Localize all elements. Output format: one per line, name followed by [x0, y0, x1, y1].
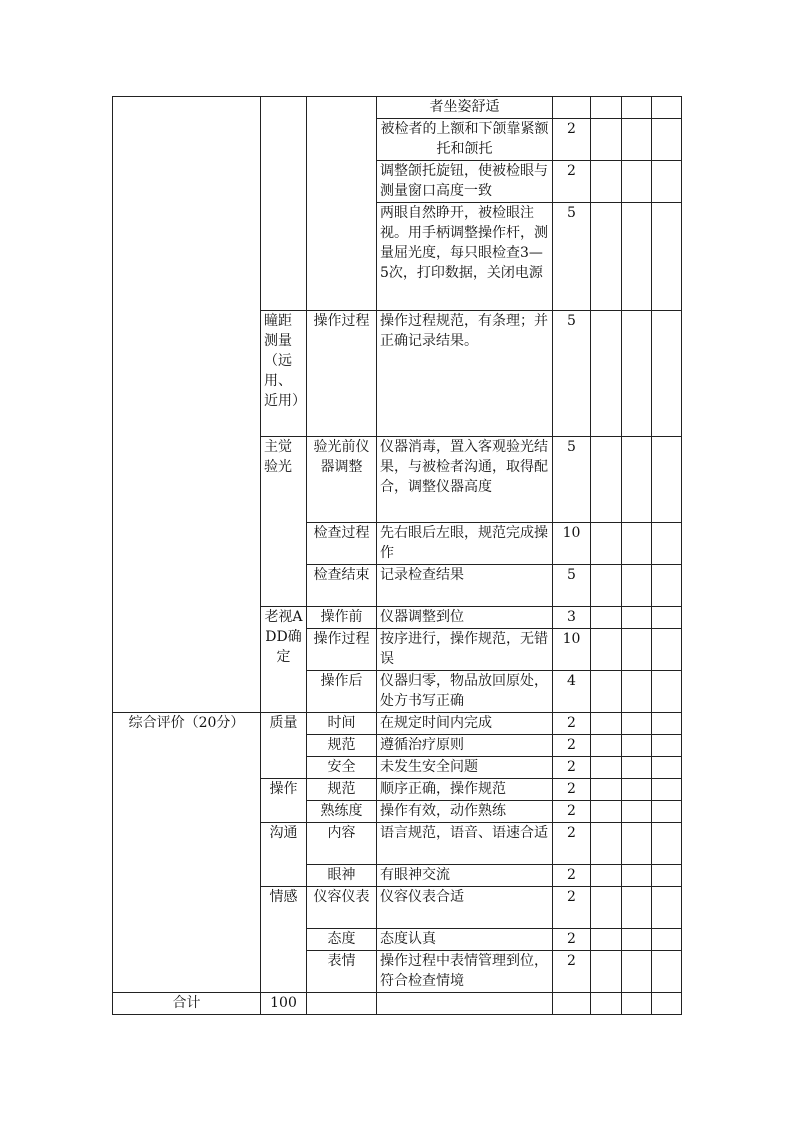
score-cell: 3	[553, 607, 591, 629]
blank-cell	[591, 671, 622, 713]
blank-cell	[652, 993, 682, 1015]
item-cell: 被检者的上额和下颌靠紧额托和颌托	[377, 119, 553, 161]
score-cell: 10	[553, 629, 591, 671]
item-cell: 记录检查结果	[377, 565, 553, 607]
blank-cell	[591, 161, 622, 203]
blank-cell	[591, 779, 622, 801]
score-cell: 2	[553, 929, 591, 951]
blank-cell	[652, 203, 682, 311]
step-cell: 操作后	[307, 671, 377, 713]
evaluation-label: 综合评价（20分）	[113, 713, 261, 993]
scoring-table	[112, 96, 682, 1015]
item-cell: 遵循治疗原则	[377, 735, 553, 757]
item-cell: 者坐姿舒适	[377, 97, 553, 119]
blank-cell	[377, 993, 553, 1015]
sub-item: 规范	[307, 779, 377, 801]
blank-cell	[622, 887, 652, 929]
total-label: 合计	[113, 993, 261, 1015]
group-name: 情感	[261, 887, 307, 993]
blank-cell	[622, 565, 652, 607]
blank-cell	[652, 887, 682, 929]
item-cell: 在规定时间内完成	[377, 713, 553, 735]
sub-item: 表情	[307, 951, 377, 993]
score-cell: 5	[553, 311, 591, 437]
project-cell: 老视ADD确定	[261, 607, 307, 713]
item-cell: 仪器消毒，置入客观验光结果，与被检者沟通，取得配合，调整仪器高度	[377, 437, 553, 523]
blank-cell	[652, 437, 682, 523]
blank-cell	[591, 801, 622, 823]
blank-cell	[591, 951, 622, 993]
blank-cell	[591, 97, 622, 119]
step-cell: 检查过程	[307, 523, 377, 565]
score-cell: 4	[553, 671, 591, 713]
score-cell: 2	[553, 801, 591, 823]
blank-cell	[652, 735, 682, 757]
blank-cell	[622, 523, 652, 565]
item-cell: 两眼自然睁开，被检眼注视。用手柄调整操作杆，测量屈光度，每只眼检查3—5次，打印数据，关闭电源	[377, 203, 553, 311]
blank-cell	[622, 951, 652, 993]
blank-cell	[622, 437, 652, 523]
blank-cell	[591, 523, 622, 565]
score-cell: 2	[553, 713, 591, 735]
blank-cell	[622, 779, 652, 801]
blank-cell	[591, 993, 622, 1015]
blank-cell	[652, 713, 682, 735]
item-cell: 按序进行，操作规范，无错误	[377, 629, 553, 671]
item-cell: 操作过程规范，有条理；并正确记录结果。	[377, 311, 553, 437]
blank-cell	[622, 757, 652, 779]
item-cell: 操作有效，动作熟练	[377, 801, 553, 823]
sub-item: 仪容仪表	[307, 887, 377, 929]
sub-item: 眼神	[307, 865, 377, 887]
sub-item: 规范	[307, 735, 377, 757]
blank-cell	[591, 311, 622, 437]
blank-cell	[652, 523, 682, 565]
item-cell: 顺序正确，操作规范	[377, 779, 553, 801]
group-name: 质量	[261, 713, 307, 779]
blank-cell	[622, 629, 652, 671]
score-cell: 5	[553, 565, 591, 607]
score-cell: 2	[553, 119, 591, 161]
sub-item: 安全	[307, 757, 377, 779]
blank-cell	[622, 119, 652, 161]
category-cell	[113, 97, 261, 713]
item-cell: 先右眼后左眼，规范完成操作	[377, 523, 553, 565]
score-cell: 5	[553, 437, 591, 523]
blank-cell	[591, 823, 622, 865]
step-cell: 操作过程	[307, 629, 377, 671]
sub-item: 内容	[307, 823, 377, 865]
blank-cell	[591, 437, 622, 523]
blank-cell	[652, 823, 682, 865]
blank-cell	[591, 865, 622, 887]
sub-item: 态度	[307, 929, 377, 951]
blank-cell	[591, 735, 622, 757]
blank-cell	[652, 801, 682, 823]
blank-cell	[622, 713, 652, 735]
blank-cell	[622, 993, 652, 1015]
blank-cell	[652, 929, 682, 951]
item-cell: 仪容仪表合适	[377, 887, 553, 929]
step-cell	[307, 97, 377, 311]
blank-cell	[622, 929, 652, 951]
item-cell: 操作过程中表情管理到位，符合检查情境	[377, 951, 553, 993]
blank-cell	[622, 203, 652, 311]
step-cell: 操作前	[307, 607, 377, 629]
blank-cell	[591, 887, 622, 929]
step-cell: 检查结束	[307, 565, 377, 607]
step-cell: 验光前仪器调整	[307, 437, 377, 523]
blank-cell	[652, 565, 682, 607]
blank-cell	[622, 735, 652, 757]
blank-cell	[622, 671, 652, 713]
blank-cell	[652, 607, 682, 629]
blank-cell	[622, 607, 652, 629]
blank-cell	[307, 993, 377, 1015]
score-cell: 2	[553, 951, 591, 993]
blank-cell	[622, 823, 652, 865]
blank-cell	[622, 311, 652, 437]
blank-cell	[591, 713, 622, 735]
item-cell: 有眼神交流	[377, 865, 553, 887]
item-cell: 仪器调整到位	[377, 607, 553, 629]
blank-cell	[622, 801, 652, 823]
step-cell: 操作过程	[307, 311, 377, 437]
score-cell: 2	[553, 757, 591, 779]
blank-cell	[652, 97, 682, 119]
item-cell: 调整颌托旋钮，使被检眼与测量窗口高度一致	[377, 161, 553, 203]
score-cell: 2	[553, 779, 591, 801]
item-cell: 语言规范，语音、语速合适	[377, 823, 553, 865]
blank-cell	[652, 311, 682, 437]
group-name: 操作	[261, 779, 307, 823]
score-cell: 2	[553, 735, 591, 757]
blank-cell	[591, 203, 622, 311]
sub-item: 时间	[307, 713, 377, 735]
blank-cell	[591, 629, 622, 671]
item-cell: 仪器归零，物品放回原处，处方书写正确	[377, 671, 553, 713]
blank-cell	[591, 929, 622, 951]
blank-cell	[652, 779, 682, 801]
score-cell: 2	[553, 161, 591, 203]
group-name: 沟通	[261, 823, 307, 887]
total-value: 100	[261, 993, 307, 1015]
project-cell: 瞳距测量（远用、近用）	[261, 311, 307, 437]
item-cell: 未发生安全问题	[377, 757, 553, 779]
blank-cell	[553, 993, 591, 1015]
project-cell: 主觉验光	[261, 437, 307, 607]
blank-cell	[652, 671, 682, 713]
blank-cell	[652, 119, 682, 161]
blank-cell	[652, 757, 682, 779]
score-cell: 2	[553, 887, 591, 929]
blank-cell	[591, 607, 622, 629]
blank-cell	[622, 97, 652, 119]
score-cell: 2	[553, 865, 591, 887]
blank-cell	[622, 161, 652, 203]
score-cell: 5	[553, 203, 591, 311]
item-cell: 态度认真	[377, 929, 553, 951]
blank-cell	[622, 865, 652, 887]
blank-cell	[591, 119, 622, 161]
blank-cell	[652, 161, 682, 203]
blank-cell	[652, 951, 682, 993]
score-cell	[553, 97, 591, 119]
score-cell: 2	[553, 823, 591, 865]
blank-cell	[652, 629, 682, 671]
sub-item: 熟练度	[307, 801, 377, 823]
project-cell	[261, 97, 307, 311]
blank-cell	[652, 865, 682, 887]
score-cell: 10	[553, 523, 591, 565]
blank-cell	[591, 757, 622, 779]
blank-cell	[591, 565, 622, 607]
